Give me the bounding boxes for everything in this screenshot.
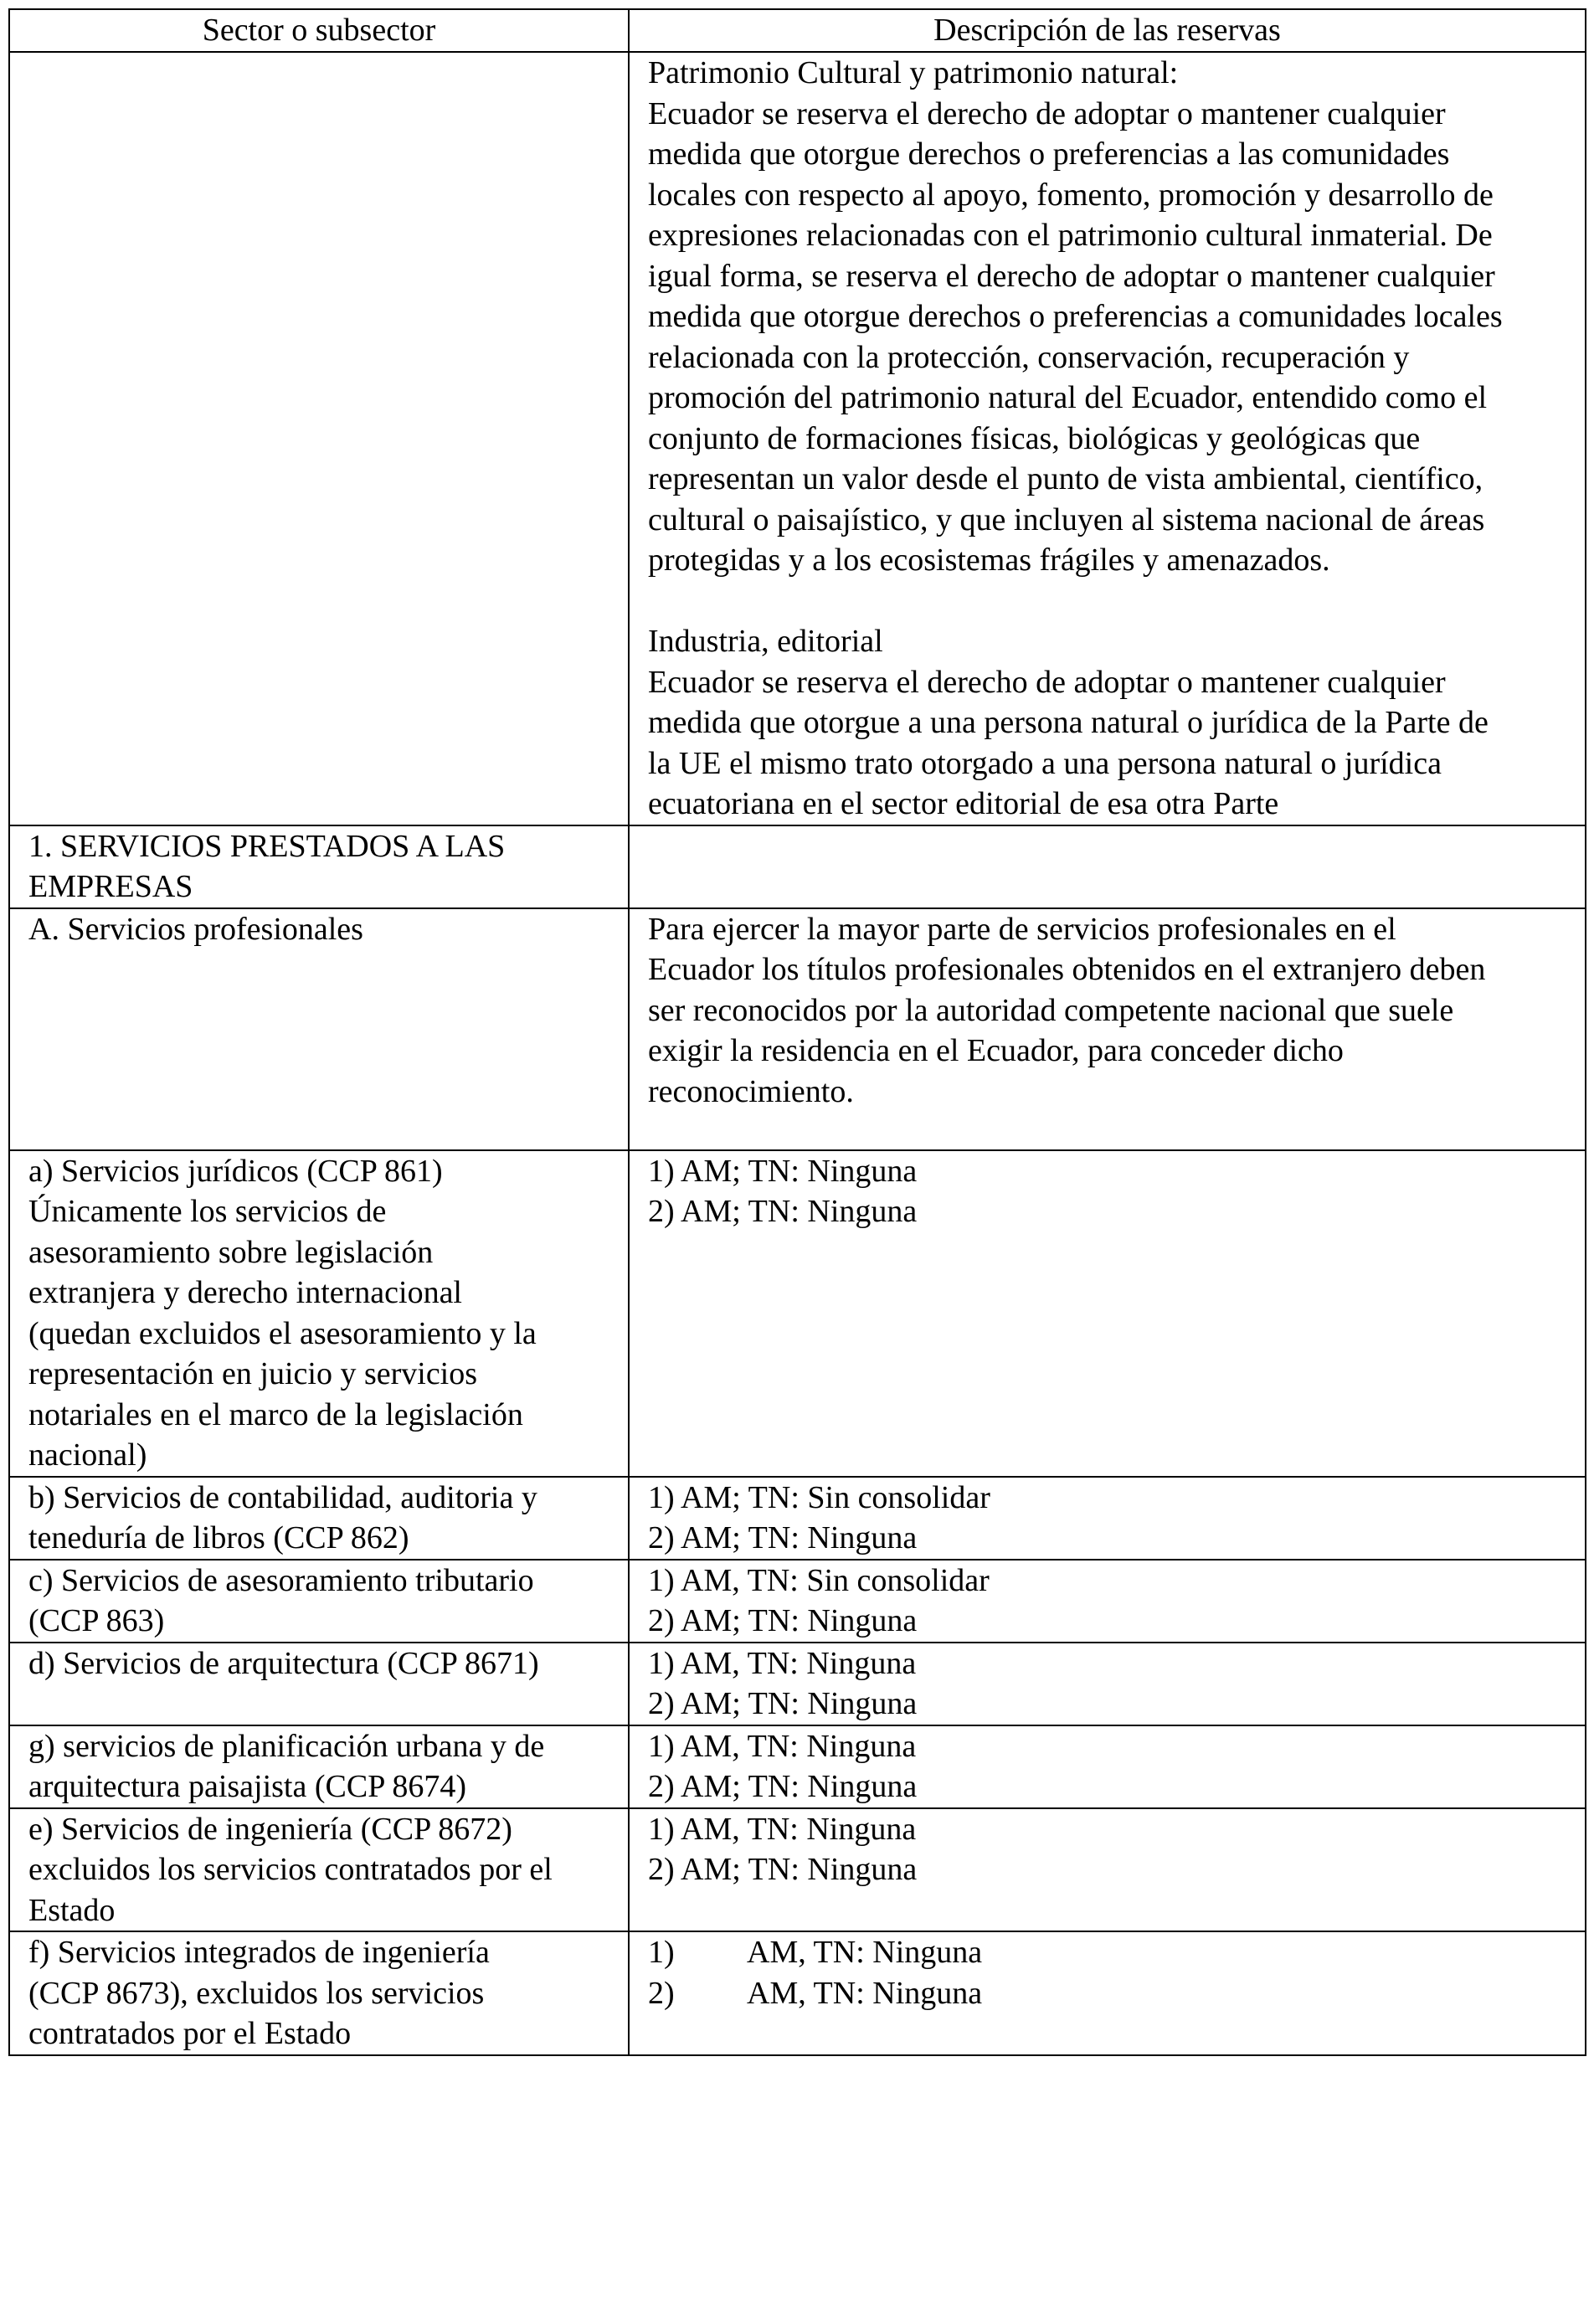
description-line: ser reconocidos por la autoridad competente nacional que suele	[648, 992, 1454, 1028]
patrimonio-line: promoción del patrimonio natural del Ecuador, entendido como el	[648, 380, 1488, 415]
item-text: AM, TN: Ninguna	[747, 1975, 983, 2011]
description-cell	[629, 1560, 1586, 1643]
sector-line: notariales en el marco de la legislación	[28, 1396, 523, 1432]
description-cell	[629, 1725, 1586, 1808]
sector-line: representación en juicio y servicios	[28, 1356, 478, 1391]
editorial-title: Industria, editorial	[648, 624, 883, 659]
sector-line: (CCP 863)	[28, 1603, 165, 1638]
patrimonio-line: representan un valor desde el punto de vista ambiental, científico,	[648, 461, 1483, 496]
sector-line: c) Servicios de asesoramiento tributario	[28, 1562, 534, 1598]
table-row-contabilidad	[9, 1477, 1586, 1560]
sector-cell-profesionales	[9, 908, 629, 1150]
mode-line: 1) AM, TN: Sin consolidar	[648, 1562, 990, 1598]
table-row-patrimonio-editorial	[9, 52, 1586, 825]
sector-line: A. Servicios profesionales	[28, 911, 363, 947]
sector-line: d) Servicios de arquitectura (CCP 8671)	[28, 1645, 539, 1681]
sector-cell	[9, 1150, 629, 1477]
mode-line: 2) AM; TN: Ninguna	[648, 1769, 918, 1804]
editorial-line: ecuatoriana en el sector editorial de esa otra Parte	[648, 786, 1279, 821]
table-row-servicios-empresas	[9, 825, 1586, 908]
reservations-table	[8, 8, 1586, 2056]
patrimonio-line: medida que otorgue derechos o preferencias a las comunidades	[648, 136, 1450, 172]
sector-line: arquitectura paisajista (CCP 8674)	[28, 1769, 467, 1804]
sector-line: teneduría de libros (CCP 862)	[28, 1520, 409, 1555]
description-cell-profesionales	[629, 908, 1586, 1150]
editorial-line: la UE el mismo trato otorgado a una persona natural o jurídica	[648, 745, 1442, 781]
sector-line: f) Servicios integrados de ingeniería	[28, 1935, 490, 1970]
numbered-item	[648, 1973, 1566, 2014]
sector-line: b) Servicios de contabilidad, auditoria y	[28, 1479, 537, 1515]
item-number: 2)	[648, 1975, 675, 2011]
description-cell	[629, 1150, 1586, 1477]
mode-line: 2) AM; TN: Ninguna	[648, 1194, 918, 1229]
description-line: Ecuador los títulos profesionales obtenidos en el extranjero deben	[648, 952, 1486, 987]
sector-line: asesoramiento sobre legislación	[28, 1234, 434, 1270]
mode-line: 1) AM; TN: Sin consolidar	[648, 1479, 990, 1515]
sector-line: Estado	[28, 1892, 116, 1928]
mode-line: 2) AM; TN: Ninguna	[648, 1603, 918, 1638]
description-cell-patrimonio	[629, 52, 1586, 825]
sector-line: excluidos los servicios contratados por el	[28, 1852, 553, 1887]
mode-line: 2) AM; TN: Ninguna	[648, 1520, 918, 1555]
patrimonio-line: expresiones relacionadas con el patrimonio cultural inmaterial. De	[648, 218, 1493, 253]
patrimonio-line: relacionada con la protección, conservación, recuperación y	[648, 339, 1410, 375]
header-row	[9, 9, 1586, 52]
mode-line: 2) AM; TN: Ninguna	[648, 1852, 918, 1887]
item-text: AM, TN: Ninguna	[747, 1935, 983, 1970]
table-row-arquitectura	[9, 1643, 1586, 1725]
sector-cell	[9, 1725, 629, 1808]
description-cell	[629, 1931, 1586, 2055]
mode-line: 2) AM; TN: Ninguna	[648, 1686, 918, 1721]
description-line: Para ejercer la mayor parte de servicios profesionales en el	[648, 911, 1396, 947]
patrimonio-line: igual forma, se reserva el derecho de adoptar o mantener cualquier	[648, 258, 1495, 294]
table-row-tributario	[9, 1560, 1586, 1643]
table-row-juridicos	[9, 1150, 1586, 1477]
patrimonio-title: Patrimonio Cultural y patrimonio natural:	[648, 55, 1179, 90]
item-number: 1)	[648, 1935, 675, 1970]
sector-line: (quedan excluidos el asesoramiento y la	[28, 1315, 537, 1351]
patrimonio-line: protegidas y a los ecosistemas frágiles y amenazados.	[648, 542, 1330, 578]
description-line: reconocimiento.	[648, 1073, 854, 1109]
patrimonio-line: cultural o paisajístico, y que incluyen al sistema nacional de áreas	[648, 501, 1485, 537]
description-cell	[629, 1477, 1586, 1560]
patrimonio-line: medida que otorgue derechos o preferencias a comunidades locales	[648, 299, 1503, 334]
mode-line: 1) AM, TN: Ninguna	[648, 1811, 917, 1847]
paragraph-gap	[648, 581, 1566, 622]
sector-cell	[9, 1808, 629, 1932]
sector-line: contratados por el Estado	[28, 2016, 352, 2051]
table-row-profesionales	[9, 908, 1586, 1150]
sector-cell	[9, 1560, 629, 1643]
sector-line: 1. SERVICIOS PRESTADOS A LAS	[28, 828, 506, 864]
description-cell	[629, 1643, 1586, 1725]
patrimonio-line: conjunto de formaciones físicas, biológicas y geológicas que	[648, 420, 1421, 456]
description-cell-empty	[629, 825, 1586, 908]
table-row-planificacion	[9, 1725, 1586, 1808]
sector-cell-servicios-empresas	[9, 825, 629, 908]
mode-line: 1) AM, TN: Ninguna	[648, 1728, 917, 1764]
sector-cell-empty	[9, 52, 629, 825]
numbered-item	[648, 1932, 1566, 1973]
patrimonio-line: Ecuador se reserva el derecho de adoptar o mantener cualquier	[648, 95, 1446, 131]
sector-cell	[9, 1643, 629, 1725]
sector-line: (CCP 8673), excluidos los servicios	[28, 1975, 485, 2011]
sector-line: nacional)	[28, 1437, 147, 1473]
sector-cell	[9, 1931, 629, 2055]
editorial-line: medida que otorgue a una persona natural o jurídica de la Parte de	[648, 705, 1489, 740]
mode-line: 1) AM, TN: Ninguna	[648, 1645, 917, 1681]
sector-line: g) servicios de planificación urbana y de	[28, 1728, 545, 1764]
description-line: exigir la residencia en el Ecuador, para conceder dicho	[648, 1033, 1344, 1068]
mode-line: 1) AM; TN: Ninguna	[648, 1153, 918, 1189]
table-row-ingenieria-integrada	[9, 1931, 1586, 2055]
sector-line: EMPRESAS	[28, 869, 193, 904]
header-sector: Sector o subsector	[9, 9, 629, 52]
sector-line: Únicamente los servicios de	[28, 1194, 387, 1229]
editorial-line: Ecuador se reserva el derecho de adoptar o mantener cualquier	[648, 664, 1446, 700]
header-description: Descripción de las reservas	[629, 9, 1586, 52]
table-row-ingenieria	[9, 1808, 1586, 1932]
sector-line: a) Servicios jurídicos (CCP 861)	[28, 1153, 443, 1189]
description-cell	[629, 1808, 1586, 1932]
patrimonio-line: locales con respecto al apoyo, fomento, promoción y desarrollo de	[648, 177, 1494, 213]
sector-line: extranjera y derecho internacional	[28, 1275, 462, 1310]
sector-cell	[9, 1477, 629, 1560]
sector-line: e) Servicios de ingeniería (CCP 8672)	[28, 1811, 512, 1847]
